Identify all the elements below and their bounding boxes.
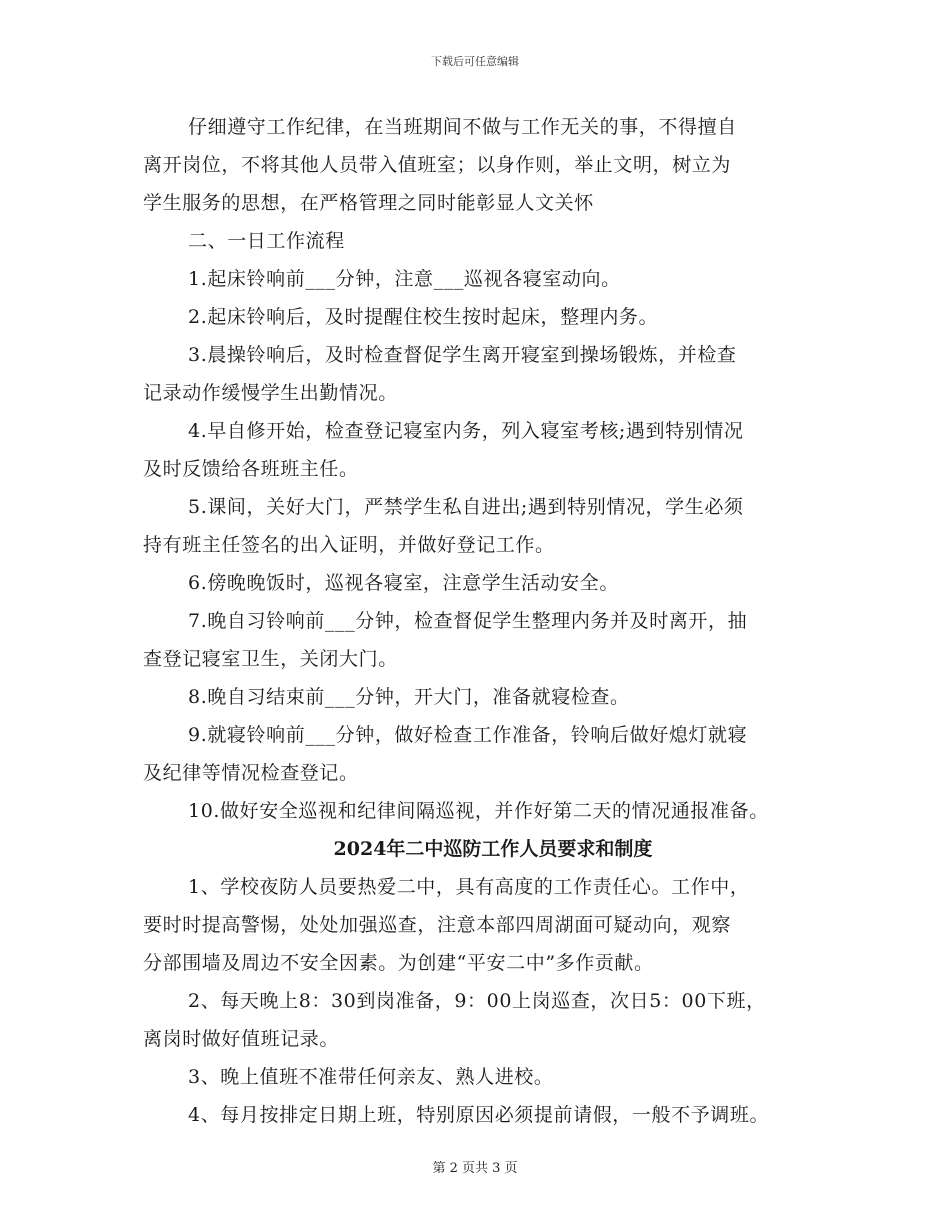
paragraph-line: 4.早自修开始，检查登记寝室内务，列入寝室考核;遇到特别情况: [188, 420, 744, 442]
paragraph-line: 要时时提高警惕，处处加强巡查，注意本部四周湖面可疑动向，观察: [143, 914, 732, 936]
paragraph-line: 4、每月按排定日期上班，特别原因必须提前请假，一般不予调班。: [188, 1104, 770, 1126]
paragraph-line: 及时反馈给各班班主任。: [143, 458, 359, 480]
paragraph-line: 2.起床铃响后，及时提醒住校生按时起床，整理内务。: [188, 306, 659, 328]
section-patrol-rules: [143, 868, 823, 1134]
paragraph-line: 6.傍晚晚饭时，巡视各寝室，注意学生活动安全。: [188, 572, 619, 594]
paragraph-line: 学生服务的思想，在严格管理之同时能彰显人文关怀: [143, 192, 594, 214]
paragraph-line: 8.晚自习结束前___分钟，开大门，准备就寝检查。: [188, 686, 630, 708]
paragraph-line: 及纪律等情况检查登记。: [143, 762, 359, 784]
paragraph-line: 二、一日工作流程: [188, 230, 345, 252]
page-footer: 第 2 页共 3 页: [432, 1161, 518, 1176]
paragraph-line: 1、学校夜防人员要热爱二中，具有高度的工作责任心。工作中，: [188, 876, 750, 898]
paragraph-line: 3.晨操铃响后，及时检查督促学生离开寝室到操场锻炼，并检查: [188, 344, 737, 366]
paragraph-line: 7.晚自习铃响前___分钟，检查督促学生整理内务并及时离开，抽: [188, 610, 748, 632]
paragraph-line: 离开岗位，不将其他人员带入值班室；以身作则，举止文明，树立为: [143, 154, 732, 176]
paragraph-line: 5.课间，关好大门，严禁学生私自进出;遇到特别情况，学生必须: [188, 496, 744, 518]
paragraph-line: 1.起床铃响前___分钟，注意___巡视各寝室动向。: [188, 268, 621, 290]
section-duty-rules: [143, 108, 823, 830]
paragraph-line: 2、每天晚上8：30到岗准备，9：00上岗巡查，次日5：00下班，: [188, 990, 766, 1012]
paragraph-line: 10.做好安全巡视和纪律间隔巡视，并作好第二天的情况通报准备。: [188, 800, 769, 822]
paragraph-line: 分部围墙及周边不安全因素。为创建“平安二中”多作贡献。: [143, 952, 654, 974]
paragraph-line: 查登记寝室卫生，关闭大门。: [143, 648, 398, 670]
section-title: 2024年二中巡防工作人员要求和制度: [333, 838, 653, 860]
paragraph-line: 9.就寝铃响前___分钟，做好检查工作准备，铃响后做好熄灯就寝: [188, 724, 748, 746]
paragraph-line: 仔细遵守工作纪律，在当班期间不做与工作无关的事，不得擅自: [188, 116, 737, 138]
paragraph-line: 记录动作缓慢学生出勤情况。: [143, 382, 398, 404]
document-body: [143, 108, 823, 1134]
paragraph-line: 3、晚上值班不准带任何亲友、熟人进校。: [188, 1066, 554, 1088]
paragraph-line: 离岗时做好值班记录。: [143, 1028, 340, 1050]
page-header: 下载后可任意编辑: [431, 55, 519, 68]
paragraph-line: 持有班主任签名的出入证明，并做好登记工作。: [143, 534, 555, 556]
